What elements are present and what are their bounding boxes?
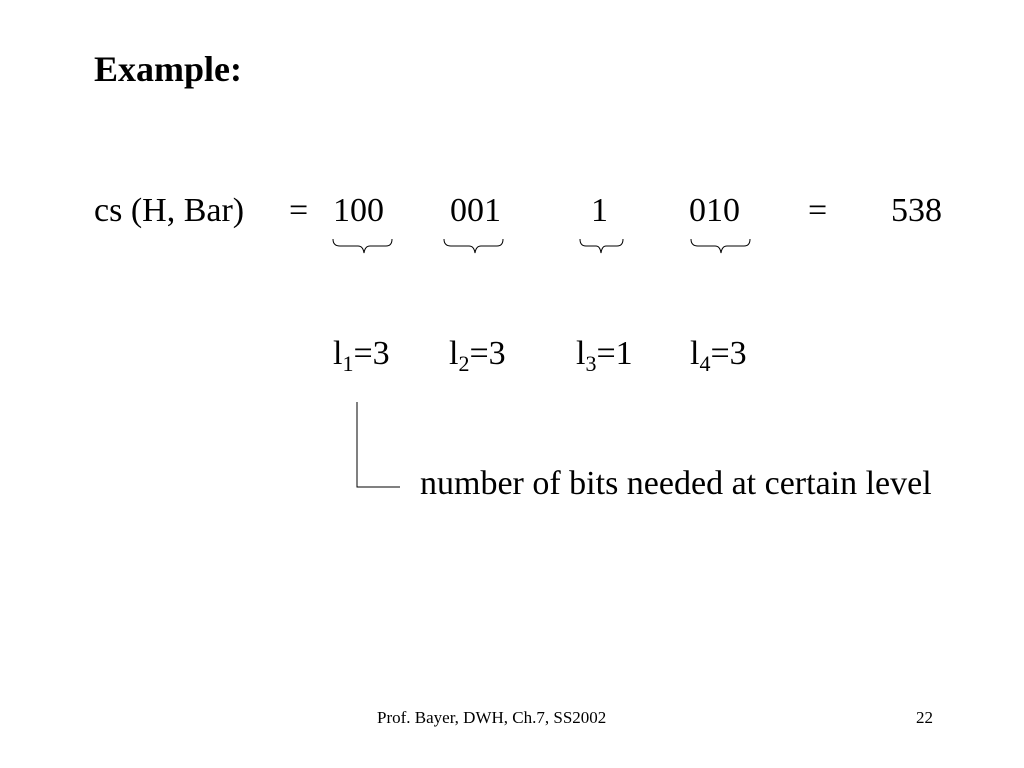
bit-group-2: 001 xyxy=(450,192,501,229)
callout-connector xyxy=(357,402,400,487)
page-number: 22 xyxy=(916,708,933,727)
underbrace-group-4 xyxy=(691,239,750,253)
underbrace-group-3 xyxy=(580,239,623,253)
equals-sign-result: = xyxy=(808,192,828,229)
bit-group-4: 010 xyxy=(689,192,740,229)
equals-sign: = xyxy=(289,192,309,229)
equation-result: 538 xyxy=(891,192,942,229)
underbrace-group-2 xyxy=(444,239,503,253)
slide-title: Example: xyxy=(94,49,242,89)
equation-lhs: cs (H, Bar) xyxy=(94,192,245,229)
bit-group-1: 100 xyxy=(333,192,384,229)
footer-source: Prof. Bayer, DWH, Ch.7, SS2002 xyxy=(377,708,607,727)
underbrace-group-1 xyxy=(333,239,392,253)
level-label-1: $l_1=3$ xyxy=(333,335,390,376)
level-label-3: $l_3=1$ xyxy=(576,335,633,376)
level-label-4: $l_4=3$ xyxy=(690,335,747,376)
bit-group-3: 1 xyxy=(591,192,608,229)
level-bits-note: number of bits needed at certain level xyxy=(420,465,932,502)
level-label-2: $l_2=3$ xyxy=(449,335,506,376)
